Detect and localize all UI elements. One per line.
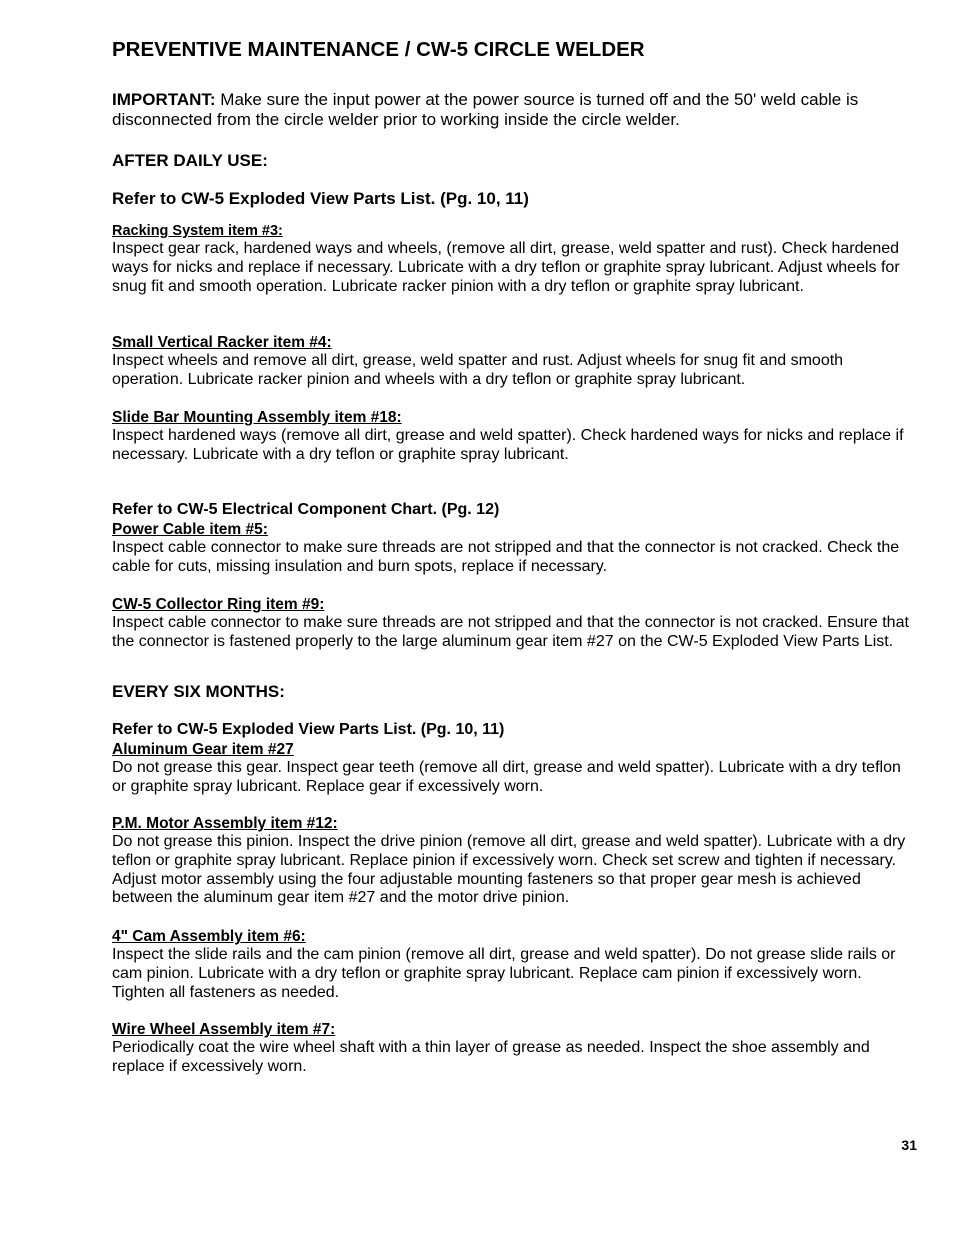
small-vertical-racker-section: [112, 333, 917, 390]
slide-bar-heading: Slide Bar Mounting Assembly item #18:: [112, 409, 402, 426]
every-six-months-heading: EVERY SIX MONTHS:: [112, 682, 285, 701]
important-notice: [112, 90, 902, 129]
collector-ring-heading: CW-5 Collector Ring item #9:: [112, 596, 325, 613]
wire-wheel-heading: Wire Wheel Assembly item #7:: [112, 1021, 336, 1038]
power-cable-section: [112, 520, 917, 577]
six-months-reference: Refer to CW-5 Exploded View Parts List. (Pg. 10, 11): [112, 721, 505, 738]
after-daily-use-heading: AFTER DAILY USE:: [112, 151, 268, 170]
cam-assembly-section: [112, 927, 917, 1002]
pm-motor-body: Do not grease this pinion. Inspect the drive pinion (remove all dirt, grease and weld spatter). Lubricate with a dry teflon or graphite spray lubricant. Replace pinion if excessively worn. Check set screw and tighten if necessary. Adjust motor assembly using the four adjustable mounting fasteners so that proper gear mesh is achieved between the aluminum gear item #27 and the motor drive pinion.: [112, 833, 906, 907]
small-vertical-racker-heading: Small Vertical Racker item #4:: [112, 334, 332, 351]
pm-motor-heading: P.M. Motor Assembly item #12:: [112, 815, 338, 832]
power-cable-heading: Power Cable item #5:: [112, 521, 268, 538]
electrical-chart-reference: Refer to CW-5 Electrical Component Chart. (Pg. 12): [112, 501, 500, 518]
cam-assembly-body: Inspect the slide rails and the cam pinion (remove all dirt, grease and weld spatter). Do not grease slide rails or cam pinion. Lubricate with a dry teflon or graphite spray lubricant. Replace cam pinion if excessively worn. Tighten all fasteners as needed.: [112, 946, 896, 1001]
wire-wheel-section: [112, 1020, 917, 1077]
small-vertical-racker-body: Inspect wheels and remove all dirt, grease, weld spatter and rust. Adjust wheels for snug fit and smooth operation. Lubricate racker pinion and wheels with a dry teflon or graphite spray lubricant.: [112, 352, 844, 388]
collector-ring-body: Inspect cable connector to make sure threads are not stripped and that the connector is not cracked. Ensure that the connector is fastened properly to the large aluminum gear item #27 on the CW-5 Exploded View Parts List.: [112, 614, 909, 650]
document-page: [112, 0, 917, 1235]
wire-wheel-body: Periodically coat the wire wheel shaft with a thin layer of grease as needed. Inspect the shoe assembly and replace if excessively worn.: [112, 1039, 870, 1075]
page-title: PREVENTIVE MAINTENANCE / CW-5 CIRCLE WELDER: [112, 38, 645, 61]
aluminum-gear-heading: Aluminum Gear item #27: [112, 741, 294, 758]
pm-motor-section: [112, 814, 917, 908]
racking-system-section: [112, 222, 917, 296]
important-label: IMPORTANT:: [112, 90, 216, 109]
cam-assembly-heading: 4" Cam Assembly item #6:: [112, 928, 306, 945]
important-text: Make sure the input power at the power source is turned off and the 50' weld cable is disconnected from the circle welder prior to working inside the circle welder.: [112, 90, 859, 129]
racking-system-body: Inspect gear rack, hardened ways and wheels, (remove all dirt, grease, weld spatter and rust). Check hardened ways for nicks and replace if necessary. Lubricate with a dry teflon or graphite spray lubricant. Adjust wheels for snug fit and smooth operation. Lubricate racker pinion with a dry teflon or graphite spray lubricant.: [112, 240, 900, 295]
aluminum-gear-body: Do not grease this gear. Inspect gear teeth (remove all dirt, grease and weld spatter). Lubricate with a dry teflon or graphite spray lubricant. Replace gear if excessively worn.: [112, 759, 901, 795]
exploded-view-reference: Refer to CW-5 Exploded View Parts List. (Pg. 10, 11): [112, 189, 529, 208]
power-cable-body: Inspect cable connector to make sure threads are not stripped and that the connector is not cracked. Check the cable for cuts, missing insulation and burn spots, replace if necessary.: [112, 539, 900, 575]
collector-ring-section: [112, 595, 917, 652]
page-number: 31: [901, 1137, 917, 1153]
racking-system-heading: Racking System item #3:: [112, 223, 283, 239]
slide-bar-section: [112, 408, 917, 465]
aluminum-gear-section: [112, 740, 917, 797]
slide-bar-body: Inspect hardened ways (remove all dirt, grease and weld spatter). Check hardened ways for nicks and replace if necessary. Lubricate with a dry teflon or graphite spray lubricant.: [112, 427, 904, 463]
